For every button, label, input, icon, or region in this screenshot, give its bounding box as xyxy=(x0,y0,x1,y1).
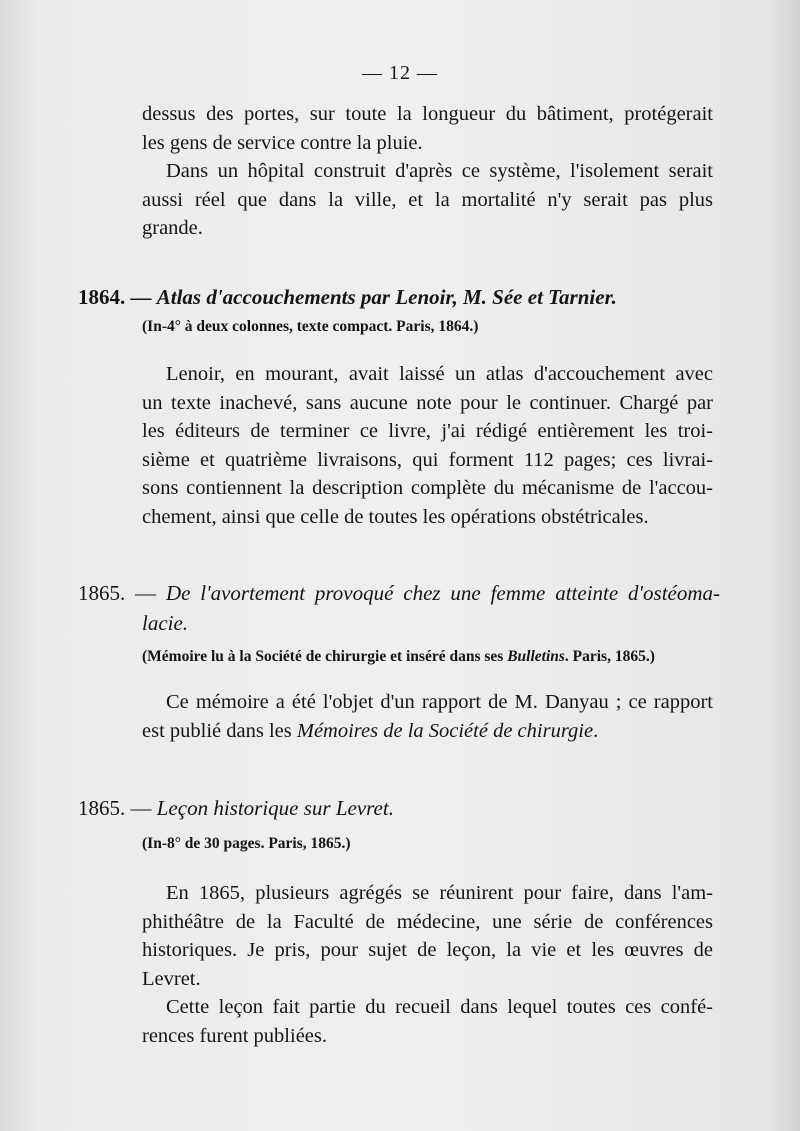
entry-title: Atlas d'accouchements par Lenoir, M. Sée et Tarnier. xyxy=(156,285,617,309)
text-line: aussi réel que dans la ville, et la mortalité n'y serait pas plus xyxy=(142,188,713,211)
publication-note: (In-4° à deux colonnes, texte compact. Paris, 1864.) xyxy=(142,318,479,335)
text-line: dessus des portes, sur toute la longueur du bâtiment, protégerait xyxy=(142,103,713,125)
text-line: Dans un hôpital construit d'après ce système, l'isolement serait xyxy=(166,160,713,182)
text-line: les gens de service contre la pluie. xyxy=(142,131,423,154)
text-line: rences furent publiées. xyxy=(142,1024,327,1047)
text-line: Levret. xyxy=(142,967,201,990)
text-line: historiques. Je pris, pour sujet de leçon, la vie et les œuvres de xyxy=(142,939,713,961)
text-line: sième et quatrième livraisons, qui forment 112 pages; ces livrai- xyxy=(142,448,713,471)
text-line: est publié dans les Mémoires de la Société de chirurgie. xyxy=(142,719,599,742)
text-line: chement, ainsi que celle de toutes les opérations obstétricales. xyxy=(142,505,649,528)
page-number: — 12 — xyxy=(362,62,438,84)
entry-title: De l'avortement provoqué chez une femme atteinte d'ostéoma- xyxy=(165,581,721,605)
bibliography-entry-1865-avortement xyxy=(78,578,721,638)
entry-year: 1864. — xyxy=(78,285,152,309)
text-line: grande. xyxy=(142,217,203,239)
text-line: Lenoir, en mourant, avait laissé un atlas d'accouchement avec xyxy=(166,363,713,385)
entry-title: Leçon historique sur Levret. xyxy=(156,796,394,820)
entry-title-continuation: lacie. xyxy=(142,611,189,635)
text-line: un texte inachevé, sans aucune note pour le continuer. Chargé par xyxy=(142,391,713,414)
paragraph-agreges xyxy=(142,879,713,993)
text-line: les éditeurs de terminer ce livre, j'ai rédigé entièrement les troi- xyxy=(142,420,713,442)
text-line: sons contiennent la description complète du mécanisme de l'accou- xyxy=(142,477,713,499)
publication-note: (In-8° de 30 pages. Paris, 1865.) xyxy=(142,835,351,852)
bibliography-entry-1864 xyxy=(78,282,718,312)
text-line: phithéâtre de la Faculté de médecine, une série de conférences xyxy=(142,910,713,933)
paragraph-lenoir xyxy=(142,360,713,531)
bibliography-entry-1865-levret xyxy=(78,793,718,823)
text-line: Cette leçon fait partie du recueil dans lequel toutes ces confé- xyxy=(166,996,713,1018)
text-line: Ce mémoire a été l'objet d'un rapport de M. Danyau ; ce rapport xyxy=(166,691,713,713)
paragraph-recueil xyxy=(142,993,713,1050)
paragraph-continuation xyxy=(142,100,713,157)
text-line: En 1865, plusieurs agrégés se réunirent pour faire, dans l'am- xyxy=(166,882,713,904)
entry-year: 1865. — xyxy=(78,581,157,605)
entry-year: 1865. — xyxy=(78,796,152,820)
paragraph-isolation xyxy=(142,157,713,243)
paragraph-danyau xyxy=(142,688,713,745)
publication-note: (Mémoire lu à la Société de chirurgie et inséré dans ses Bulletins. Paris, 1865.) xyxy=(142,648,655,665)
